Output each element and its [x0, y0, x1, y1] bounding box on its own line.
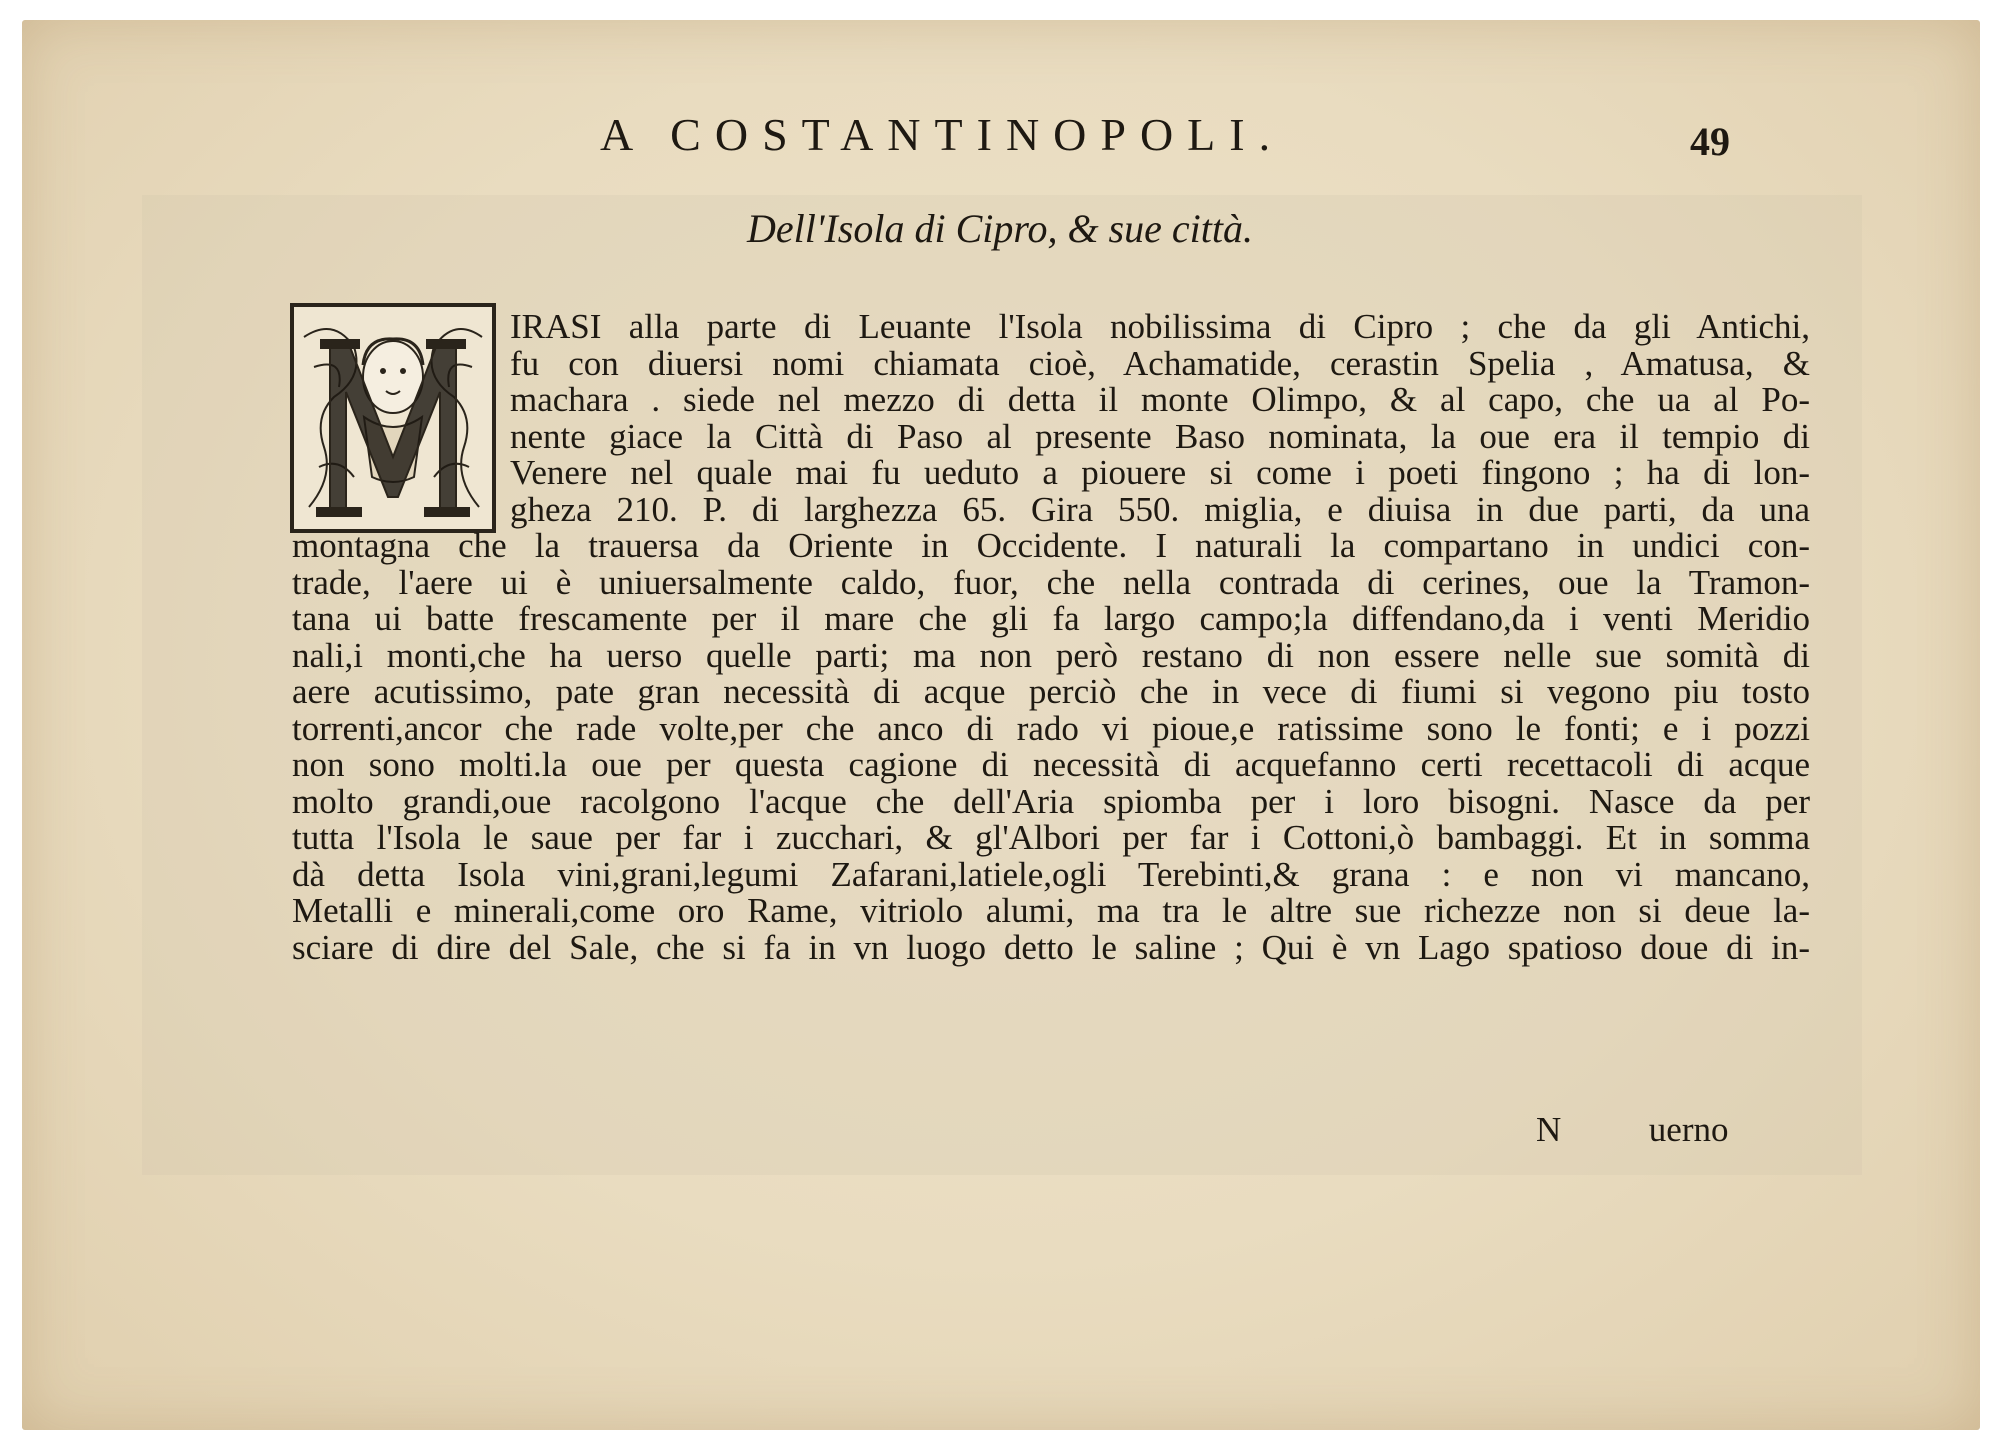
- section-title: Dell'Isola di Cipro, & sue città.: [747, 206, 1253, 251]
- body-line: nali,i monti,che ha uerso quelle parti; ma non però restano di non essere nelle sue somità di: [292, 635, 1810, 675]
- body-line: molto grandi,oue racolgono l'acque che dell'Aria spiomba per i loro bisogni. Nasce da per: [292, 781, 1810, 821]
- catchword: uerno: [1648, 1110, 1729, 1149]
- body-line: nente giace la Città di Paso al presente Baso nominata, la oue era il tempio di: [510, 416, 1810, 456]
- body-line: dà detta Isola vini,grani,legumi Zafarani,latiele,ogli Terebinti,& grana : e non vi mancano,: [292, 854, 1810, 894]
- page-number: 49: [1690, 119, 1730, 164]
- body-line: montagna che la trauersa da Oriente in Occidente. I naturali la compartano in undici con-: [292, 526, 1810, 565]
- running-head: A COSTANTINOPOLI.: [600, 109, 1285, 160]
- body-line: aere acutissimo, pate gran necessità di acque perciò che in vece di fiumi si vegono piu tosto: [292, 672, 1810, 711]
- signature-and-catchword: [1536, 1110, 1728, 1150]
- body-line: Venere nel quale mai fu ueduto a piouere si come i poeti fingono ; ha di lon-: [510, 453, 1810, 492]
- body-line: IRASI alla parte di Leuante l'Isola nobilissima di Cipro ; che da gli Antichi,: [510, 307, 1810, 346]
- decorated-initial: [290, 303, 496, 533]
- body-line: trade, l'aere ui è uniuersalmente caldo, fuor, che nella contrada di cerines, oue la Tramon-: [292, 562, 1810, 602]
- woodcut-initial-illustration: [294, 307, 492, 529]
- body-line: non sono molti.la oue per questa cagione di necessità di acquefanno certi recettacoli di acque: [292, 745, 1810, 784]
- body-line: torrenti,ancor che rade volte,per che anco di rado vi pioue,e ratissime sono le fonti; e i pozzi: [292, 708, 1810, 748]
- signature-mark: N: [1536, 1110, 1562, 1149]
- body-line: tutta l'Isola le saue per far i zucchari, & gl'Albori per far i Cottoni,ò bambaggi. Et in somma: [292, 818, 1810, 857]
- body-line: Metalli e minerali,come oro Rame, vitriolo alumi, ma tra le altre sue richezze non si deue la-: [292, 891, 1810, 930]
- body-line: gheza 210. P. di larghezza 65. Gira 550. miglia, e diuisa in due parti, da una: [510, 489, 1810, 529]
- body-line: sciare di dire del Sale, che si fa in vn luogo detto le saline ; Qui è vn Lago spatioso doue di in-: [292, 927, 1810, 967]
- body-line: fu con diuersi nomi chiamata cioè, Achamatide, cerastin Spelia , Amatusa, &: [510, 343, 1810, 383]
- body-line: tana ui batte frescamente per il mare che gli fa largo campo;la diffendano,da i venti Meridio: [292, 599, 1810, 638]
- body-line: machara . siede nel mezzo di detta il monte Olimpo, & al capo, che ua al Po-: [510, 380, 1810, 419]
